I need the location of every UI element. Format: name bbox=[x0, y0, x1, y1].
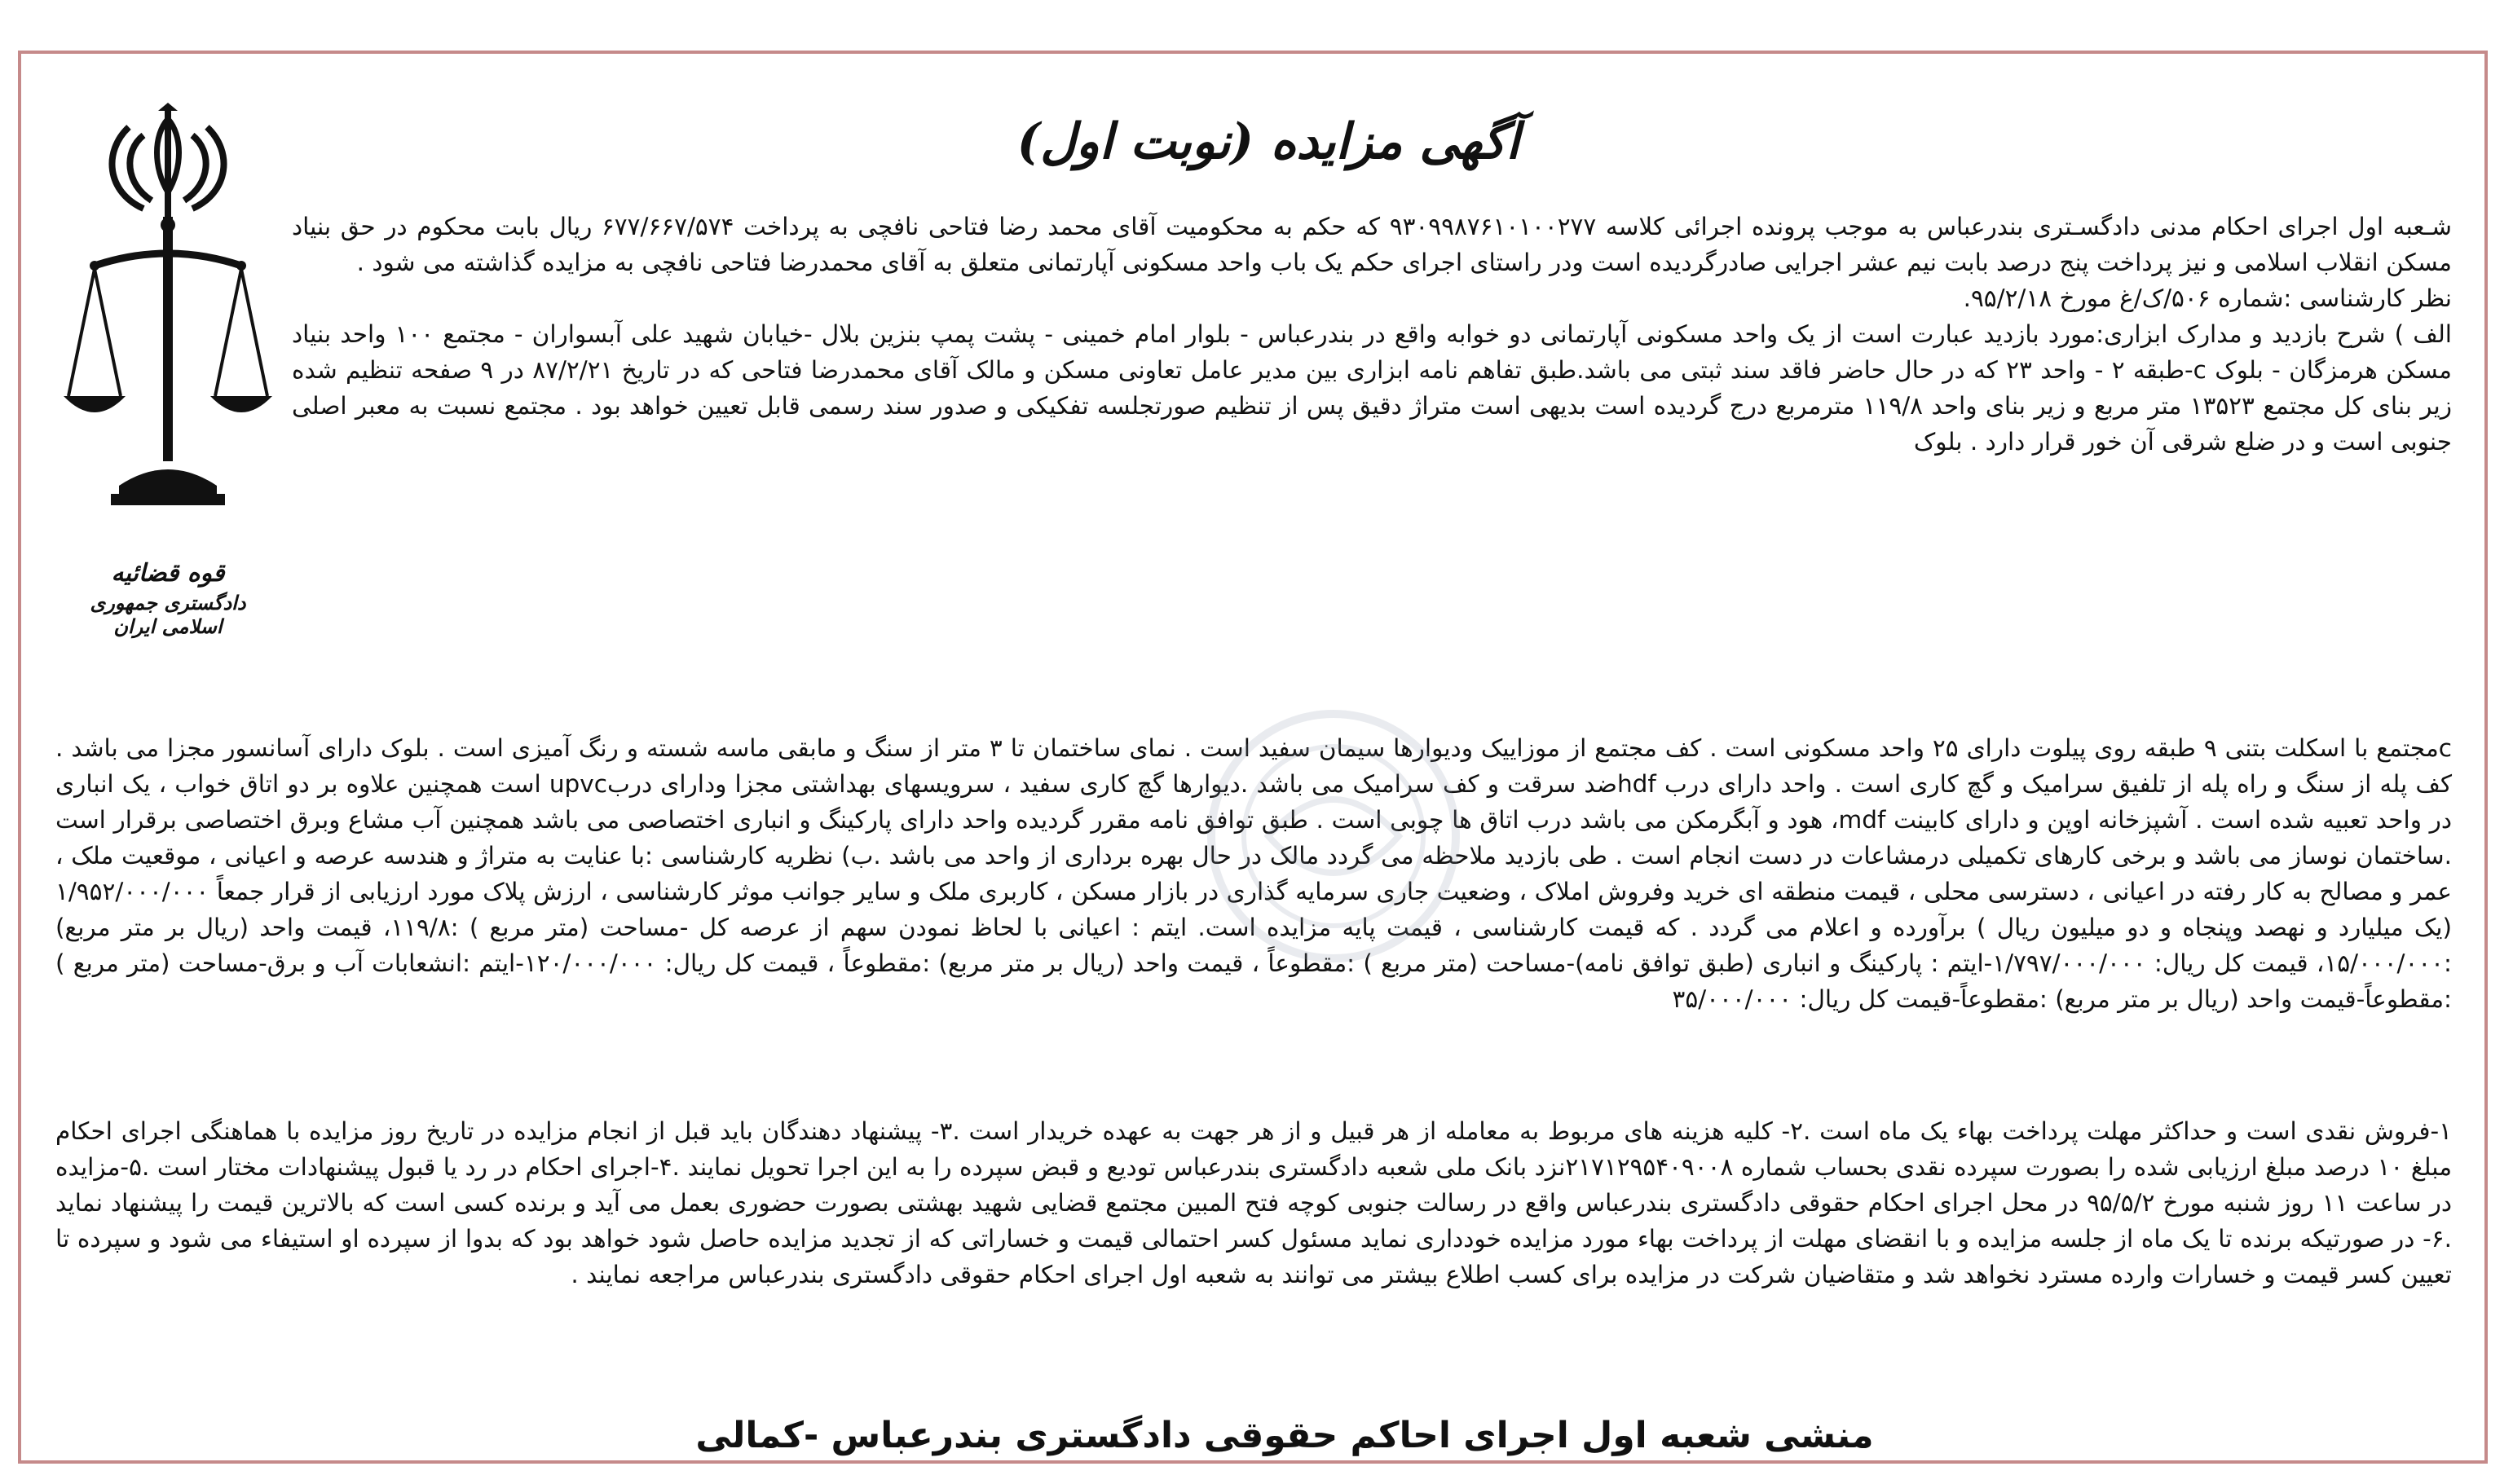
auction-terms bbox=[55, 1113, 2452, 1292]
paragraph-expert-ref: نظر کارشناسی :شماره ۵۰۶/ک/غ مورخ ۹۵/۲/۱۸. bbox=[1963, 284, 2452, 312]
scales-of-justice-icon bbox=[62, 103, 274, 559]
iran-emblem-icon bbox=[112, 103, 223, 217]
notice-body-upper bbox=[292, 209, 2452, 460]
judiciary-emblem bbox=[62, 103, 274, 657]
notice-title: آگهی مزایده (نوبت اول) bbox=[1016, 113, 1520, 170]
emblem-line-1: قوه قضائیه bbox=[111, 559, 225, 588]
emblem-line-2: دادگستری جمهوری اسلامی ایران bbox=[90, 591, 246, 638]
notice-body-lower bbox=[55, 730, 2452, 1017]
paragraph-terms: ۱-فروش نقدی است و حداکثر مهلت پرداخت بهاء یک ماه است .۲- کلیه هزینه های مربوط به معامله از هر قبیل و از هر جهت به عهده خریدار است .۳- پیشنهاد دهندگان باید قبل از انجام مزایده در تاریخ روز مزایده با هماهنگی اجرای احکام مبلغ ۱۰ درصد مبلغ ارزیابی شده را بصورت سپرده نقدی بحساب شماره ۲۱۷۱۲۹۵۴۰۹۰۰۸نزد بانک ملی شعبه دادگستری بندرعباس تودیع و قبض سپرده را به این اجرا تحویل نمایند .۴-اجرای احکام در رد یا قبول پیشنهادات مختار است .۵-مزایده در ساعت ۱۱ روز شنبه مورخ ۹۵/۵/۲ در محل اجرای احکام حقوقی دادگستری بندرعباس واقع در رسالت جنوبی کوچه فتح المبین مجتمع قضایی شهید بهشتی بصورت حضوری بعمل می آید و برنده کسی است که بالاترین قیمت را پیشنهاد نماید .۶- در صورتیکه برنده تا یک ماه از جلسه مزایده و با انقضای مهلت از پرداخت بهاء مورد مزایده خودداری نماید مسئول کسر احتمالی قیمت و خساراتی که از تجدید مزایده حاصل شود خواهد بود که بدوا از سپرده او استیفاء می شود و سپرده تا تعیین کسر قیمت و خسارات وارده مسترد نخواهد شد و متقاضیان شرکت در مزایده برای کسب اطلاع بیشتر می توانند به شعبه اول اجرای احکام حقوقی دادگستری بندرعباس مراجعه نمایند . bbox=[55, 1117, 2452, 1288]
paragraph-building-description: cمجتمع با اسکلت بتنی ۹ طبقه روی پیلوت دارای ۲۵ واحد مسکونی است . کف مجتمع از موزاییک ودیوارها سیمان سفید است . نمای ساختمان تا ۳ متر از سنگ و مابقی ماسه شسته و رنگ آمیزی است . بلوک دارای آسانسور مجزا می باشد . کف پله از سنگ و راه پله از تلفیق سرامیک و گچ کاری است . واحد دارای درب hdfضد سرقت و کف سرامیک می باشد .دیوارها گچ کاری سفید ، سرویسهای بهداشتی مجزا ودارای دربupvc است همچنین علاوه بر دو اتاق خواب ، یک انباری در واحد تعبیه شده است . آشپزخانه اوپن و دارای کابینت mdf، هود و آبگرمکن می باشد درب اتاق ها چوبی است . طبق توافق نامه مقرر گردیده واحد دارای پارکینگ و انباری اختصاصی می باشد همچنین آب مشاع وبرق اختصاصی برقرار است .ساختمان نوساز می باشد و برخی کارهای تکمیلی درمشاعات در دست انجام است . طی بازدید ملاحظه می گردد مالک در حال بهره برداری از واحد می باشد .ب) نظریه کارشناسی :با عنایت به متراژ و هندسه عرصه و اعیانی ، موقعیت ملک ، عمر و مصالح به کار رفته در اعیانی ، دسترسی محلی ، قیمت منطقه ای خرید وفروش املاک ، وضعیت جاری سرمایه گذاری در بازار مسکن ، کاربری ملک و سایر جوانب موثر کارشناسی ، ارزش پلاک مورد ارزیابی از قرار جمعاً ۱/۹۵۲/۰۰۰/۰۰۰ (یک میلیارد و نهصد وپنجاه و دو میلیون ریال ) برآورده و اعلام می گردد . که قیمت کارشناسی ، قیمت پایه مزایده است. ایتم : اعیانی با لحاظ نمودن سهم از عرصه کل -مساحت (متر مربع ) :۱۱۹/۸، قیمت واحد (ریال بر متر مربع) :۱۵/۰۰۰/۰۰۰، قیمت کل ریال: ۱/۷۹۷/۰۰۰/۰۰۰-ایتم : پارکینگ و انباری (طبق توافق نامه)-مساحت (متر مربع ) :مقطوعاً ، قیمت واحد (ریال بر متر مربع) :مقطوعاً ، قیمت کل ریال: ۱۲۰/۰۰۰/۰۰۰-ایتم :انشعابات آب و برق-مساحت (متر مربع ) :مقطوعاً-قیمت واحد (ریال بر متر مربع) :مقطوعاً-قیمت کل ریال: ۳۵/۰۰۰/۰۰۰ bbox=[55, 734, 2453, 1013]
paragraph-inspection: الف ) شرح بازدید و مدارک ابزاری:مورد بازدید عبارت است از یک واحد مسکونی آپارتمانی دو خوابه واقع در بندرعباس - بلوار امام خمینی - پشت پمپ بنزین بلال -خیابان شهید علی آبسواران - مجتمع ۱۰۰ واحد بنیاد مسکن هرمزگان - بلوک c-طبقه ۲ - واحد ۲۳ که در حال حاضر فاقد سند ثبتی می باشد.طبق تفاهم نامه ابزاری بین مدیر عامل تعاونی مسکن و مالک آقای محمدرضا فتاحی که در تاریخ ۸۷/۲/۲۱ در ۹ صفحه تنظیم شده زیر بنای کل مجتمع ۱۳۵۲۳ متر مربع و زیر بنای واحد ۱۱۹/۸ مترمربع درج گردیده است بدیهی است متراژ دقیق پس از تنظیم صورتجلسه تفکیکی و صدور سند رسمی قابل تعیین خواهد بود . مجتمع نسبت به معبر اصلی جنوبی است و در ضلع شرقی آن خور قرار دارد . بلوک bbox=[292, 320, 2453, 456]
notice-frame bbox=[18, 51, 2488, 1464]
paragraph-case: شـعبه اول اجرای احکام مدنی دادگسـتری بندرعباس به موجب پرونده اجرائی کلاسه ۹۳۰۹۹۸۷۶۱۰۱۰۰۲۷۷ که حکم به محکومیت آقای محمد رضا فتاحی نافچی به پرداخت ۶۷۷/۶۶۷/۵۷۴ ریال بابت محکوم در حق بنیاد مسکن انقلاب اسلامی و نیز پرداخت پنج درصد بابت نیم عشر اجرایی صادرگردیده است ودر راستای اجرای حکم یک باب واحد مسکونی آپارتمانی متعلق به آقای محمدرضا فتاحی نافچی به مزایده گذاشته می شود . bbox=[292, 213, 2452, 276]
emblem-caption bbox=[62, 559, 274, 638]
signature-line: منشی شعبه اول اجرای احاکم حقوقی دادگستری بندرعباس -کمالی bbox=[695, 1415, 1874, 1456]
